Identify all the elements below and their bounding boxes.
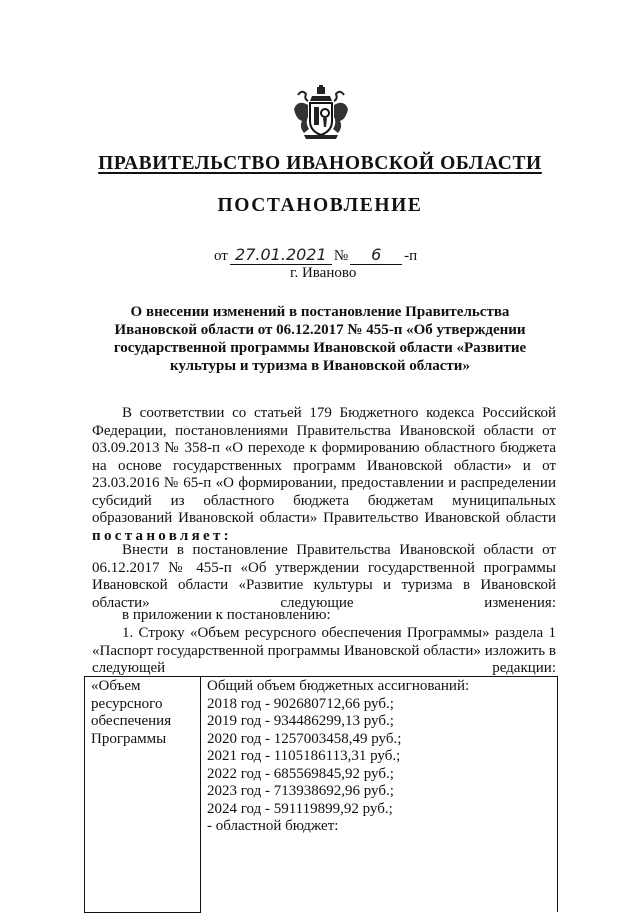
coat-of-arms-icon: [290, 85, 352, 141]
year-row: 2021 год - 1105186113,31 руб.;: [207, 748, 401, 764]
year-row: 2024 год - 591119899,92 руб.;: [207, 800, 393, 817]
passport-table: [84, 676, 558, 913]
handwritten-date: 27.01.2021: [230, 246, 332, 265]
number-prefix: №: [333, 248, 349, 264]
amendment-paragraph: Внести в постановление Правительства Ивановской области от 06.12.2017 № 455-п «Об утверждении государственной программы Ивановской области «Развитие культуры и туризма в Ивановской области» следующие изменения:: [92, 542, 556, 611]
city-label: г. Иваново: [290, 265, 357, 281]
regional-budget-subheading: - областной бюджет:: [207, 818, 339, 834]
number-suffix: -п: [404, 248, 418, 264]
table-row: [85, 677, 558, 913]
appendix-paragraph: в приложении к постановлению:: [122, 607, 331, 623]
date-prefix: от: [214, 248, 228, 264]
resolution-title: О внесении изменений в постановление Правительства Ивановской области от 06.12.2017 № 455-п «Об утверждении государственной программы Ивановской области «Развитие культуры и туризма в Ивановской области»: [113, 304, 527, 374]
date-number-line: [214, 246, 417, 265]
year-row: 2020 год - 1257003458,49 руб.;: [207, 730, 402, 747]
document-type: ПОСТАНОВЛЕНИЕ: [217, 195, 423, 216]
preamble-text: В соответствии со статьей 179 Бюджетного кодекса Российской Федерации, постановлениями Правительства Ивановской области от 03.09.2013 № 358-п «О переходе к формированию областного бюджета на основе государственных программ Ивановской области» и от 23.03.2016 № 65-п «О формировании, предоставлении и распределении субсидий из областного бюджета бюджетам муниципальных образований Ивановской области» Правительство Ивановской области: [92, 405, 556, 526]
label-line: «Объем: [91, 678, 141, 694]
resource-label-cell: [85, 677, 201, 913]
year-row: 2018 год - 902680712,66 руб.;: [207, 695, 394, 712]
year-row: 2022 год - 685569845,92 руб.;: [207, 765, 394, 782]
resource-value-cell: [201, 677, 558, 913]
year-row: 2019 год - 934486299,13 руб.;: [207, 713, 394, 729]
handwritten-number: 6: [350, 246, 402, 265]
label-line: Программы: [91, 730, 167, 747]
preamble-paragraph: [92, 405, 556, 545]
label-line: обеспечения: [91, 713, 172, 729]
budget-heading: Общий объем бюджетных ассигнований:: [207, 678, 470, 694]
item-1-paragraph: 1. Строку «Объем ресурсного обеспечения Программы» раздела 1 «Паспорт государственной программы Ивановской области» изложить в следующей редакции:: [92, 625, 556, 676]
label-line: ресурсного: [91, 695, 163, 712]
year-row: 2023 год - 713938692,96 руб.;: [207, 783, 394, 799]
resolves-word: постановляет:: [92, 527, 232, 544]
government-title: ПРАВИТЕЛЬСТВО ИВАНОВСКОЙ ОБЛАСТИ: [98, 153, 542, 174]
